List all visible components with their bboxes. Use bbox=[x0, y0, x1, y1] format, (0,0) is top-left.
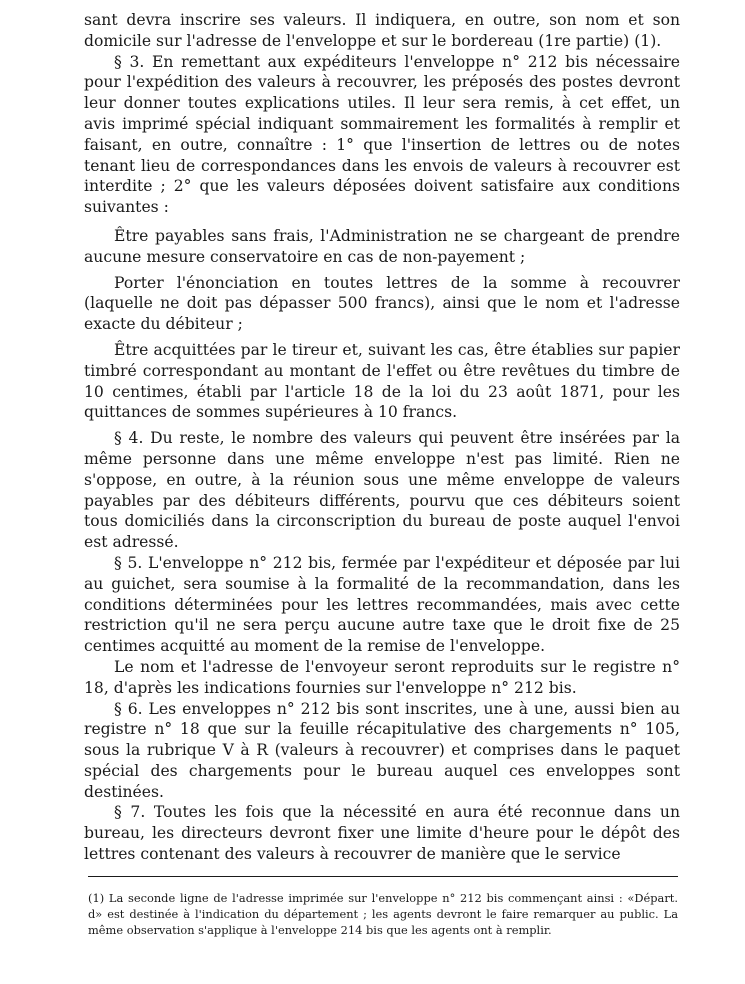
paragraph-continuation: sant devra inscrire ses valeurs. Il indiquera, en outre, son nom et son domicile sur l'adresse de l'enveloppe et sur le bordereau (1re partie) (1). bbox=[84, 11, 680, 50]
footnote-divider bbox=[88, 876, 678, 877]
footnote-area bbox=[88, 890, 678, 939]
paragraph-sender-info: Le nom et l'adresse de l'envoyeur seront reproduits sur le registre n° 18, d'après les indications fournies sur l'enveloppe n° 212 bis. bbox=[84, 657, 680, 697]
paragraph-section-7: § 7. Toutes les fois que la nécessité en aura été reconnue dans un bureau, les directeurs devront fixer une limite d'heure pour le dépôt des lettres contenant des valeurs à recouvrer de manière que le service bbox=[84, 803, 680, 864]
paragraph-section-5: § 5. L'enveloppe n° 212 bis, fermée par l'expéditeur et déposée par lui au guichet, sera soumise à la formalité de la recommandation, dans les conditions déterminées pour les lettres recommandées, mais avec cette restriction qu'il ne sera perçu aucune autre taxe que le droit fixe de 25 centimes acquitté au moment de la remise de l'enveloppe. bbox=[84, 553, 680, 656]
paragraph-section-3: § 3. En remettant aux expéditeurs l'enveloppe n° 212 bis nécessaire pour l'expédition des valeurs à recouvrer, les préposés des postes devront leur donner toutes explications utiles. Il leur sera remis, à cet effet, un avis imprimé spécial indiquant sommairement les formalités à remplir et faisant, en outre, connaître : 1° que l'insertion de lettres ou de notes tenant lieu de correspondances dans les envois de valeurs à recouvrer est interdite ; 2° que les valeurs déposées doivent satisfaire aux conditions suivantes : bbox=[84, 52, 680, 217]
footnote-1: (1) La seconde ligne de l'adresse imprimée sur l'enveloppe n° 212 bis commençant ainsi : «Départ. d» est destinée à l'indication du département ; les agents devront le faire remarquer au public. La même observation s'applique à l'enveloppe 214 bis que les agents ont à remplir. bbox=[88, 891, 678, 938]
body-text bbox=[84, 10, 680, 865]
paragraph-section-6: § 6. Les enveloppes n° 212 bis sont inscrites, une à une, aussi bien au registre n° 18 que sur la feuille récapitulative des chargements n° 105, sous la rubrique V à R (valeurs à recouvrer) et comprises dans le paquet spécial des chargements pour le bureau auquel ces enveloppes sont destinées. bbox=[84, 699, 680, 801]
paragraph-condition-2: Porter l'énonciation en toutes lettres de la somme à recouvrer (laquelle ne doit pas dépasser 500 francs), ainsi que le nom et l'adresse exacte du débiteur ; bbox=[84, 273, 680, 334]
paragraph-condition-1: Être payables sans frais, l'Administration ne se chargeant de prendre aucune mesure conservatoire en cas de non-payement ; bbox=[84, 226, 680, 266]
paragraph-section-4: § 4. Du reste, le nombre des valeurs qui peuvent être insérées par la même personne dans une même enveloppe n'est pas limité. Rien ne s'oppose, en outre, à la réunion sous une même enveloppe de valeurs payables par des débiteurs différents, pourvu que ces débiteurs soient tous domiciliés dans la circonscription du bureau de poste auquel l'envoi est adressé. bbox=[84, 429, 680, 552]
paragraph-condition-3: Être acquittées par le tireur et, suivant les cas, être établies sur papier timbré correspondant au montant de l'effet ou être revêtues du timbre de 10 centimes, établi par l'article 18 de la loi du 23 août 1871, pour les quittances de sommes supérieures à 10 francs. bbox=[84, 340, 680, 422]
